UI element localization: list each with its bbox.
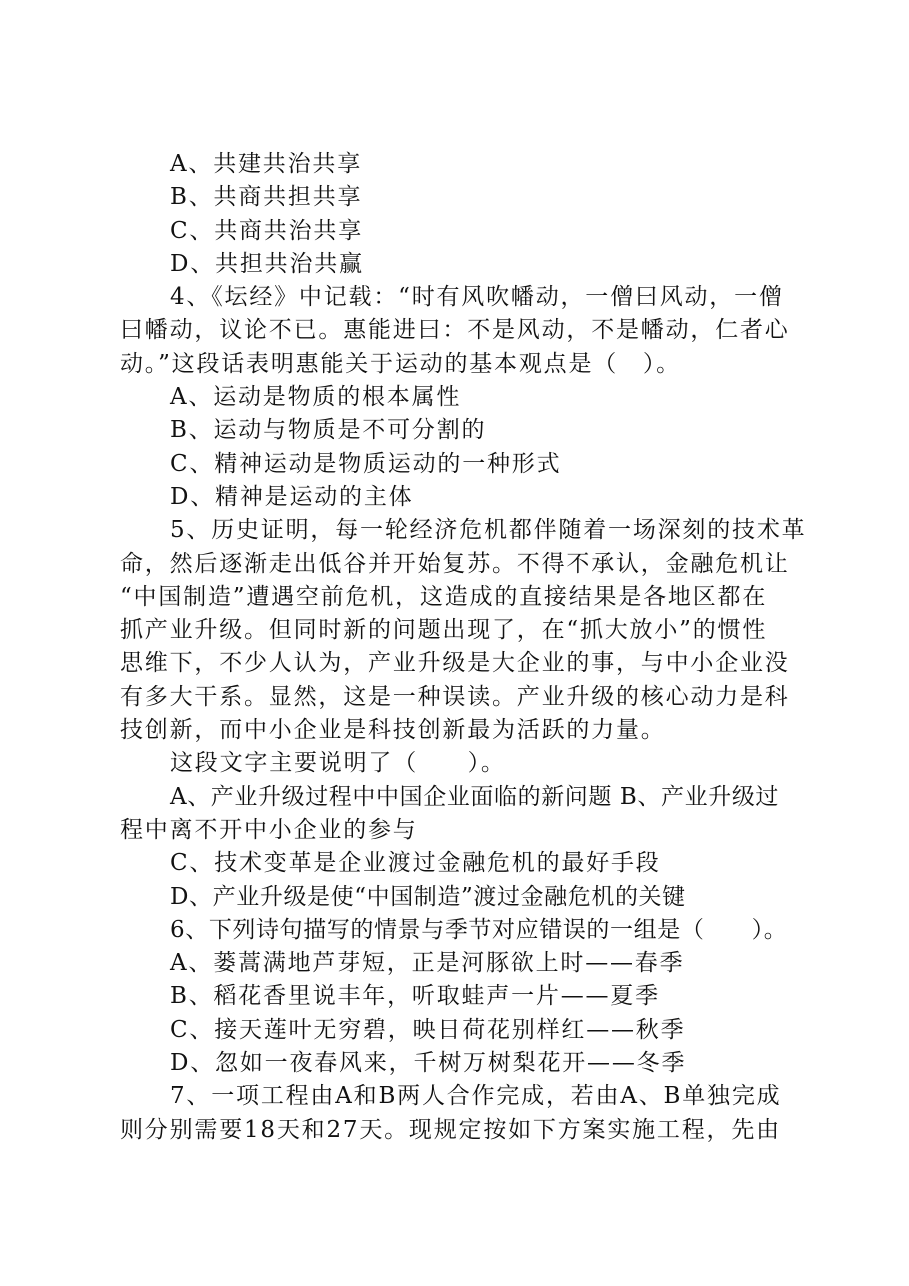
question-7-stem-line: 则分别需要18天和27天。现规定按如下方案实施工程，先由 [120, 1116, 781, 1143]
question-4 [120, 281, 810, 514]
question-4-option-a: A、运动是物质的根本属性 [170, 384, 462, 411]
question-5-passage-line: 5、历史证明，每一轮经济危机都伴随着一场深刻的技术革 [170, 517, 807, 544]
question-3-option-b: B、共商共担共享 [170, 184, 363, 211]
question-5-passage-line: 命，然后逐渐走出低谷并开始复苏。不得不承认，金融危机让 [120, 550, 790, 577]
question-6-option-c: C、接天莲叶无穷碧，映日荷花别样红——秋季 [170, 1016, 686, 1043]
question-6-option-b: B、稻花香里说丰年，听取蛙声一片——夏季 [170, 983, 660, 1010]
question-4-option-d: D、精神是运动的主体 [170, 483, 414, 510]
document-body [120, 148, 810, 1147]
question-5-passage-line: 抓产业升级。但同时新的问题出现了，在“抓大放小”的惯性 [120, 617, 768, 644]
question-3-option-a: A、共建共治共享 [170, 151, 363, 177]
question-3-option-c: C、共商共治共享 [170, 217, 363, 244]
question-5-question-line: 这段文字主要说明了（ ）。 [170, 750, 506, 777]
question-5-passage-line: “中国制造”遭遇空前危机，这造成的直接结果是各地区都在 [120, 583, 768, 610]
question-7-stem-line: 7、一项工程由A和B两人合作完成，若由A、B单独完成 [170, 1083, 782, 1110]
question-5-option-line: 程中离不开中小企业的参与 [120, 816, 418, 843]
question-3-option-d: D、共担共治共赢 [170, 250, 364, 277]
question-5 [120, 514, 810, 914]
question-6-option-a: A、蒌蒿满地芦芽短，正是河豚欲上时——春季 [170, 950, 685, 977]
question-6 [120, 914, 810, 1080]
question-6-option-d: D、忽如一夜春风来，千树万树梨花开——冬季 [170, 1050, 687, 1077]
question-5-passage-line: 有多大干系。显然，这是一种误读。产业升级的核心动力是科 [120, 683, 790, 710]
question-5-option-line: D、产业升级是使“中国制造”渡过金融危机的关键 [170, 883, 686, 910]
question-4-option-c: C、精神运动是物质运动的一种形式 [170, 450, 562, 477]
question-5-passage-line: 思维下，不少人认为，产业升级是大企业的事，与中小企业没 [120, 650, 790, 677]
question-3-options [120, 148, 810, 281]
question-4-stem-line: 动。”这段话表明惠能关于运动的基本观点是（ ）。 [120, 350, 681, 377]
question-5-option-line: C、技术变革是企业渡过金融危机的最好手段 [170, 850, 661, 877]
question-5-passage-line: 技创新，而中小企业是科技创新最为活跃的力量。 [120, 717, 666, 744]
question-6-stem-line: 6、下列诗句描写的情景与季节对应错误的一组是（ ）。 [170, 916, 788, 943]
question-4-option-b: B、运动与物质是不可分割的 [170, 417, 487, 444]
question-5-option-line: A、产业升级过程中中国企业面临的新问题 B、产业升级过 [170, 783, 780, 810]
question-4-stem-line: 4、《坛经》中记载：“时有风吹幡动，一僧曰风动，一僧 [170, 284, 784, 311]
question-4-stem-line: 曰幡动，议论不已。惠能进曰：不是风动，不是幡动，仁者心 [120, 317, 790, 344]
question-7 [120, 1080, 810, 1147]
